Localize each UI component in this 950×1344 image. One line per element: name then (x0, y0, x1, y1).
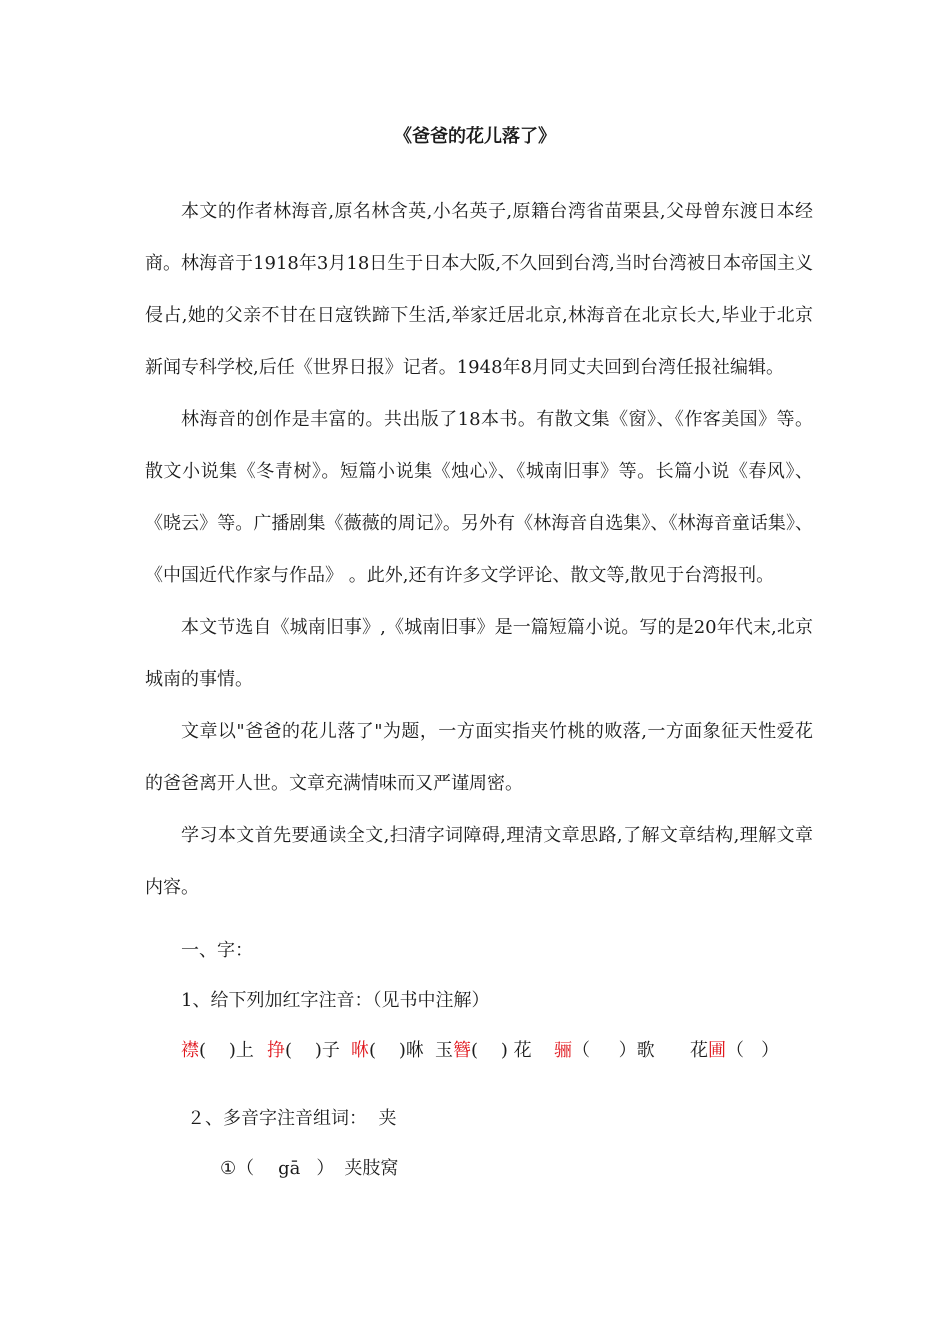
item-prefix: 花 (690, 1040, 708, 1061)
pinyin-item-5 (554, 1038, 655, 1064)
pinyin-item-1 (181, 1038, 254, 1064)
red-character: 咻 (351, 1040, 369, 1061)
paragraph-works: 林海音的创作是丰富的。共出版了18本书。有散文集《窗》、《作客美国》等。散文小说集《冬青树》。短篇小说集《烛心》、《城南旧事》等。长篇小说《春风》、《晓云》等。广播剧集《薇薇的周记》。另外有《林海音自选集》、《林海音童话集》、《中国近代作家与作品》 。此外,还有许多文学评论、散文等,散见于台湾报刊。 (145, 409, 813, 586)
pinyin-answer: gā (278, 1158, 301, 1179)
document-title: 《爸爸的花儿落了》 (394, 126, 556, 147)
paragraph-source: 本文节选自《城南旧事》,《城南旧事》是一篇短篇小说。写的是20年代末,北京城南的事情。 (145, 617, 813, 690)
item-blank: （ ） (726, 1040, 780, 1061)
item-blank: ( )咻 (369, 1040, 424, 1061)
item-blank: （ ）歌 (572, 1040, 655, 1061)
body-text (145, 186, 813, 914)
question-1: 1、给下列加红字注音：（见书中注解） (181, 990, 490, 1011)
item-blank: ( )上 (199, 1040, 254, 1061)
close-paren: ） (316, 1158, 335, 1179)
paragraph-author: 本文的作者林海音,原名林含英,小名英子,原籍台湾省苗栗县,父母曾东渡日本经商。林海音于1918年3月18日生于日本大阪,不久回到台湾,当时台湾被日本帝国主义侵占,她的父亲不甘在日寇铁蹄下生活,举家迁居北京,林海音在北京长大,毕业于北京新闻专科学校,后任《世界日报》记者。1948年8月同丈夫回到台湾任报社编辑。 (145, 201, 813, 378)
red-character: 襟 (181, 1040, 199, 1061)
item-prefix: 玉 (435, 1040, 453, 1061)
polyphone-line-1 (220, 1156, 398, 1182)
pinyin-item-6 (690, 1038, 779, 1064)
paragraph-theme: 文章以"爸爸的花儿落了"为题，一方面实指夹竹桃的败落,一方面象征天性爱花的爸爸离开人世。文章充满情味而又严谨周密。 (145, 721, 813, 794)
open-paren: （ (236, 1158, 255, 1179)
red-character: 骊 (554, 1040, 572, 1061)
pinyin-item-4 (435, 1038, 532, 1064)
pinyin-item-3 (351, 1038, 424, 1064)
question-2: ２、多音字注音组词： 夹 (187, 1108, 397, 1129)
red-character: 挣 (267, 1040, 285, 1061)
paragraph-study: 学习本文首先要通读全文,扫清字词障碍,理清文章思路,了解文章结构,理解文章内容。 (145, 825, 813, 898)
word-answer: 夹肢窝 (344, 1158, 399, 1179)
section-heading: 一、字： (181, 940, 253, 961)
item-blank: ( ) 花 (471, 1040, 532, 1061)
pinyin-item-2 (267, 1038, 340, 1064)
red-character: 簪 (453, 1040, 471, 1061)
red-character: 圃 (708, 1040, 726, 1061)
circled-number: ① (220, 1158, 237, 1179)
item-blank: ( )子 (285, 1040, 340, 1061)
